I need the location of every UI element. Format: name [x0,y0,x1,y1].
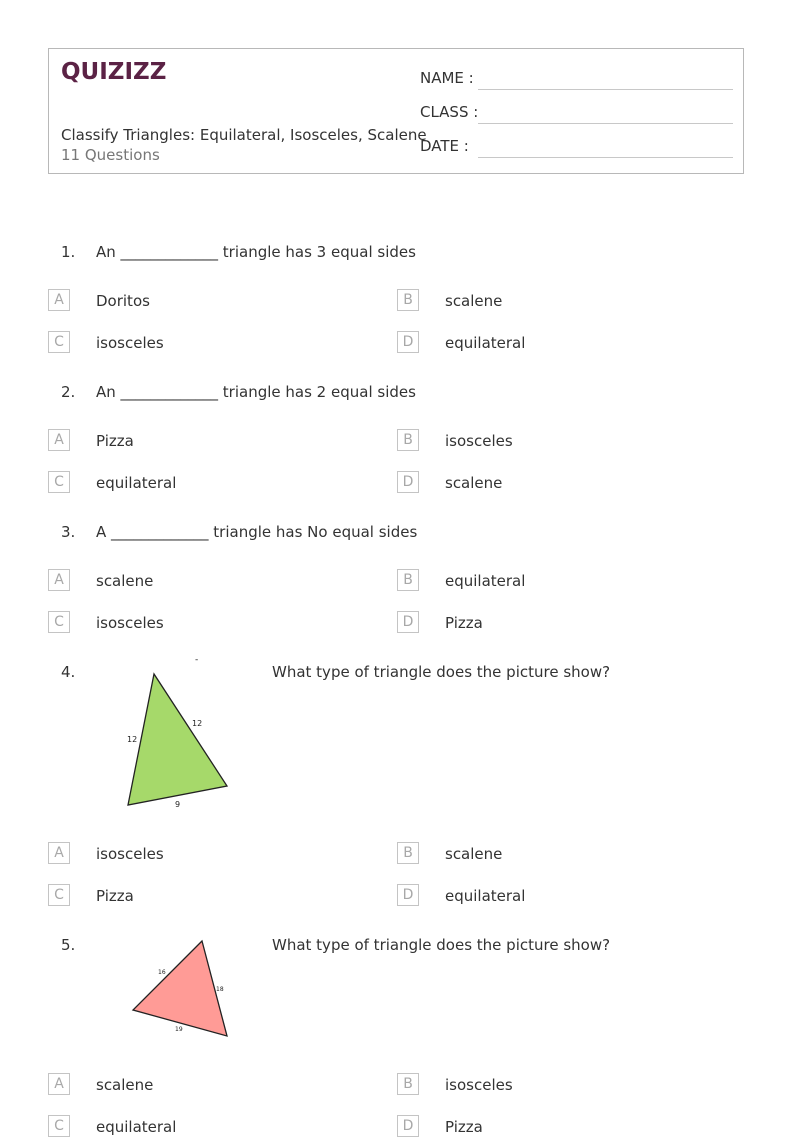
option-c-text[interactable]: Pizza [96,887,134,905]
date-label: DATE : [420,137,469,155]
question-count: 11 Questions [61,146,160,164]
question-number: 3. [61,523,76,541]
date-field[interactable] [478,157,733,158]
option-d-text[interactable]: Pizza [445,614,483,632]
option-c-box[interactable]: C [48,331,70,353]
option-c-box[interactable]: C [48,1115,70,1137]
option-b-box[interactable]: B [397,429,419,451]
question-text: A _____________ triangle has No equal sides [96,523,418,541]
option-a-box[interactable]: A [48,842,70,864]
option-d-box[interactable]: D [397,471,419,493]
option-a-box[interactable]: A [48,289,70,311]
side-label-right: 12 [192,719,203,728]
worksheet-header [48,48,744,174]
question-text: What type of triangle does the picture show? [272,936,611,954]
side-label-right: 18 [216,986,224,993]
logo-text: QUIZIZZ [61,59,167,85]
option-b-text[interactable]: equilateral [445,572,526,590]
question-number: 5. [61,936,76,954]
side-label-left: 12 [127,735,138,744]
side-label-left: 16 [158,969,166,976]
option-c-text[interactable]: isosceles [96,334,164,352]
option-c-box[interactable]: C [48,471,70,493]
side-label-bottom: 19 [175,1026,183,1033]
option-b-box[interactable]: B [397,1073,419,1095]
option-c-box[interactable]: C [48,611,70,633]
question-number: 1. [61,243,76,261]
side-label-bottom: 9 [175,800,181,809]
option-b-text[interactable]: scalene [445,845,503,863]
option-b-box[interactable]: B [397,569,419,591]
red-triangle-figure [125,935,240,1045]
triangle-shape [133,941,227,1036]
option-a-box[interactable]: A [48,569,70,591]
question-text: An _____________ triangle has 2 equal sides [96,383,416,401]
option-d-text[interactable]: scalene [445,474,503,492]
option-c-text[interactable]: equilateral [96,474,177,492]
option-b-text[interactable]: isosceles [445,1076,513,1094]
option-b-box[interactable]: B [397,842,419,864]
triangle-shape [128,674,227,805]
option-a-box[interactable]: A [48,1073,70,1095]
name-label: NAME : [420,69,474,87]
top-mark: - [195,655,199,665]
option-c-text[interactable]: isosceles [96,614,164,632]
question-number: 4. [61,663,76,681]
option-a-text[interactable]: Pizza [96,432,134,450]
option-d-text[interactable]: Pizza [445,1118,483,1136]
option-a-text[interactable]: scalene [96,572,154,590]
option-d-box[interactable]: D [397,331,419,353]
option-b-text[interactable]: scalene [445,292,503,310]
option-b-box[interactable]: B [397,289,419,311]
option-d-box[interactable]: D [397,1115,419,1137]
worksheet-title: Classify Triangles: Equilateral, Isosceles, Scalene [61,126,427,144]
class-field[interactable] [478,123,733,124]
quizizz-logo [61,59,166,85]
question-text: What type of triangle does the picture show? [272,663,611,681]
question-number: 2. [61,383,76,401]
option-a-text[interactable]: Doritos [96,292,150,310]
class-label: CLASS : [420,103,479,121]
option-d-box[interactable]: D [397,611,419,633]
option-a-text[interactable]: scalene [96,1076,154,1094]
name-field[interactable] [478,89,733,90]
option-b-text[interactable]: isosceles [445,432,513,450]
option-a-text[interactable]: isosceles [96,845,164,863]
option-d-box[interactable]: D [397,884,419,906]
option-c-text[interactable]: equilateral [96,1118,177,1136]
option-d-text[interactable]: equilateral [445,887,526,905]
green-triangle-figure [118,652,238,814]
option-a-box[interactable]: A [48,429,70,451]
option-d-text[interactable]: equilateral [445,334,526,352]
question-text: An _____________ triangle has 3 equal sides [96,243,416,261]
option-c-box[interactable]: C [48,884,70,906]
